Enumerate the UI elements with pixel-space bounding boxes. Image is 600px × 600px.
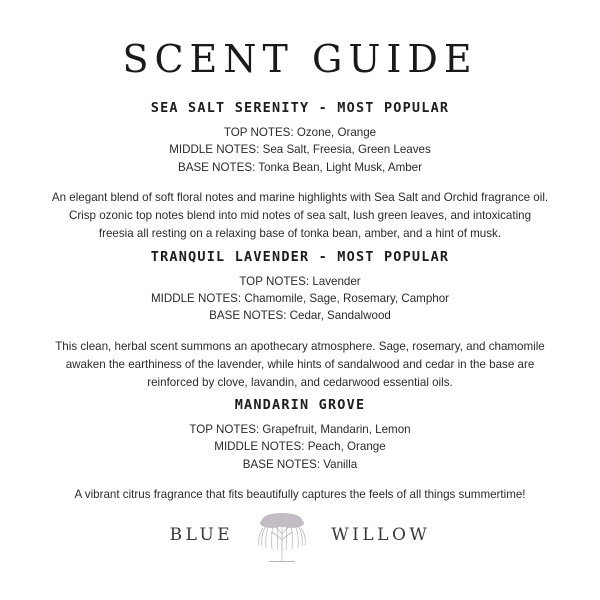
section-description: An elegant blend of soft floral notes and marine highlights with Sea Salt and Orchid fragrance oil. Crisp ozonic top notes blend into mid notes of sea salt, lush green leaves, and intoxicating freesia all resting on a relaxing base of tonka bean, amber, and a hint of musk. (51, 191, 549, 241)
section-heading: TRANQUIL LAVENDER - MOST POPULAR (150, 248, 450, 265)
brand-logo (40, 504, 560, 566)
brand-name-left: BLUE (169, 525, 234, 545)
section-description: A vibrant citrus fragrance that fits beautifully captures the feels of all things summertime! (74, 488, 526, 502)
note-middle: MIDDLE NOTES: Sea Salt, Freesia, Green Leaves (169, 143, 431, 157)
note-list (40, 124, 560, 176)
note-base: BASE NOTES: Tonka Bean, Light Musk, Amber (177, 160, 422, 174)
brand-name-right: WILLOW (331, 525, 431, 545)
section-description: This clean, herbal scent summons an apothecary atmosphere. Sage, rosemary, and chamomile awaken the earthiness of the lavender, while hints of sandalwood and cedar in the base are reinforced by clove, lavandin, and cedarwood essential oils. (55, 339, 545, 389)
note-middle: MIDDLE NOTES: Peach, Orange (214, 440, 386, 454)
note-list (40, 421, 560, 473)
scent-section-mandarin-grove (40, 397, 560, 504)
section-heading: MANDARIN GROVE (234, 396, 366, 413)
scent-section-sea-salt-serenity (40, 100, 560, 243)
note-list (40, 273, 560, 325)
willow-tree-icon (239, 504, 325, 566)
note-base: BASE NOTES: Cedar, Sandalwood (209, 309, 391, 323)
note-base: BASE NOTES: Vanilla (242, 457, 358, 471)
note-top: TOP NOTES: Grapefruit, Mandarin, Lemon (189, 422, 411, 436)
note-middle: MIDDLE NOTES: Chamomile, Sage, Rosemary, Camphor (150, 292, 450, 305)
note-top: TOP NOTES: Lavender (239, 274, 361, 288)
section-heading: SEA SALT SERENITY - MOST POPULAR (150, 100, 450, 116)
note-top: TOP NOTES: Ozone, Orange (223, 126, 377, 139)
page-title: SCENT GUIDE (122, 37, 478, 81)
scent-section-tranquil-lavender (40, 249, 560, 392)
